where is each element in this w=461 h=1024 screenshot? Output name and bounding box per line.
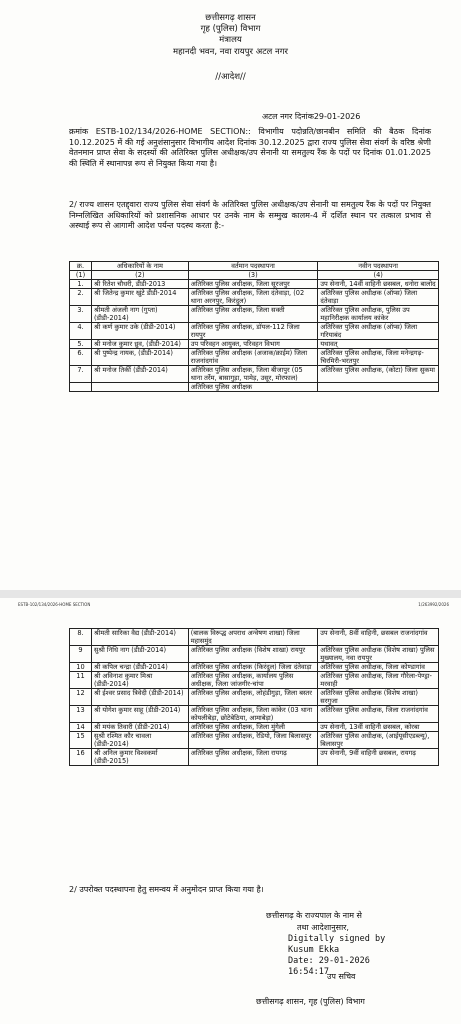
new-posting-cell: अतिरिक्त पुलिस अधीक्षक, जिला मनेन्द्रगढ़-चिरमिरी-भरतपुर — [318, 349, 439, 366]
officer-name-cell: श्री मनोज तिर्की (डीडी-2014) — [91, 366, 188, 383]
table-row — [70, 306, 439, 323]
serial-cell: 8. — [70, 629, 92, 646]
signature-line: Digitally signed by — [288, 934, 386, 944]
officer-name-cell: श्री मनोज कुमार ध्रुव, (डीडी-2014) — [91, 340, 188, 349]
officer-name-cell: सुश्री रश्मित कौर चावला (डीडी-2014) — [91, 732, 188, 749]
document-page-2 — [0, 598, 461, 1024]
new-posting-cell: उप सेनानी, 8वीं वाहिनी, छसबल राजनांदगांव — [318, 629, 439, 646]
current-posting-cell: अतिरिक्त पुलिस अधीक्षक — [188, 383, 318, 392]
header-serial: क्र. — [70, 262, 92, 271]
current-posting-cell: अतिरिक्त पुलिस अधीक्षक, जिला सक्ती — [188, 306, 318, 323]
officer-name-cell: श्री पुष्पेन्द्र नायक, (डीडी-2014) — [91, 349, 188, 366]
new-posting-cell: अतिरिक्त पुलिस अधीक्षक, जिला राजनांदगांव — [318, 706, 439, 723]
current-posting-cell: अतिरिक्त पुलिस अधीक्षक, जिला सूरजपुर — [188, 280, 318, 289]
table-row — [70, 646, 439, 663]
posting-table-page-1 — [69, 261, 439, 392]
new-posting-cell: अतिरिक्त पुलिस अधीक्षक, (आईयूसीएडब्ल्यू), बिलासपुर — [318, 732, 439, 749]
officer-name-cell: श्री ईश्वर प्रसाद त्रिवेदी (डीडी-2014) — [91, 689, 188, 706]
table-row — [70, 383, 439, 392]
table-row — [70, 706, 439, 723]
receipt-number: 1/263992/2026 — [418, 602, 449, 607]
new-posting-cell: अतिरिक्त पुलिस अधीक्षक (ऑप्स) जिला गरियाबंद — [318, 323, 439, 340]
officer-name-cell — [91, 383, 188, 392]
closing-line-2: तथा आदेशानुसार, — [297, 923, 349, 932]
officer-name-cell: श्री कपिल चन्द्रा (डीडी-2014) — [91, 663, 188, 672]
serial-cell: 2. — [70, 289, 92, 306]
officer-name-cell: श्रीमती सारिका वैद्य (डीडी-2014) — [91, 629, 188, 646]
current-posting-cell: (बालक विरूद्ध अपराध अन्वेषण शाखा) जिला महासमुंद — [188, 629, 318, 646]
serial-cell: 1. — [70, 280, 92, 289]
approval-paragraph: 2/ उपरोक्त पदस्थापना हेतु समन्वय में अनुमोदन प्राप्त किया गया है। — [69, 885, 264, 894]
order-title: //आदेश// — [215, 72, 246, 82]
serial-cell: 3. — [70, 306, 92, 323]
officer-name-cell: श्रीमती अंजली नाग (गुप्ता) (डीडी-2014) — [91, 306, 188, 323]
new-posting-cell: यथावत् — [318, 340, 439, 349]
table-row — [70, 289, 439, 306]
table-row — [70, 323, 439, 340]
officer-name-cell: श्री अविनाश कुमार मिश्रा (डीडी-2014) — [91, 672, 188, 689]
table-row — [70, 749, 439, 766]
govt-name: छत्तीसगढ़ शासन — [205, 13, 256, 23]
new-posting-cell: अतिरिक्त पुलिस अधीक्षक, (कोटा) जिला सुकमा — [318, 366, 439, 383]
table-row — [70, 732, 439, 749]
serial-cell: 4. — [70, 323, 92, 340]
table-row — [70, 340, 439, 349]
table-row — [70, 663, 439, 672]
current-posting-cell: अतिरिक्त पुलिस अधीक्षक, रेडियो, जिला बिलासपुर — [188, 732, 318, 749]
officer-name-cell: श्री अनिल कुमार विश्वकर्मा (डीडी-2015) — [91, 749, 188, 766]
ministry-label: मंत्रालय — [219, 35, 242, 45]
header-new-posting: नवीन पदस्थापना — [318, 262, 439, 271]
header-officer-name: अधिकारियों के नाम — [91, 262, 188, 271]
serial-cell: 7. — [70, 366, 92, 383]
current-posting-cell: अतिरिक्त पुलिस अधीक्षक, जिला कांकेर (03 थाना कोयलीबेड़ा, छोटेबेठिया, आमाबेड़ा) — [188, 706, 318, 723]
signature-date: Date: 29-01-2026 — [288, 956, 370, 966]
colnum-2: (2) — [91, 271, 188, 280]
intro-paragraph: क्रमांक ESTB-102/134/2026-HOME SECTION:: विभागीय पदोन्नति/छानबीन समिति की बैठक दिनांक 10.12.2025 में की गई अनुशंसानुसार विभागीय आदेश दिनांक 30.12.2025 द्वारा राज्य पुलिस सेवा संवर्ग के वरिष्ठ श्रेणी वेतनमान प्राप्त सेवा के सदस्यों की अतिरिक्त पुलिस अधीक्षक/उप सेनानी या समतुल्य रैंक के पदों पर दिनांक 01.01.2025 की स्थिति में स्थानापन्न रूप से नियुक्त किया गया है। — [69, 127, 431, 168]
table-row — [70, 629, 439, 646]
table-row — [70, 280, 439, 289]
serial-cell: 6. — [70, 349, 92, 366]
current-posting-cell: अतिरिक्त पुलिस अधीक्षक, जिला रायगढ़ — [188, 749, 318, 766]
officer-name-cell: श्री जितेन्द्र कुमार खुंटे डीडी-2014 — [91, 289, 188, 306]
table-row — [70, 349, 439, 366]
header-current-posting: वर्तमान पदस्थापना — [188, 262, 318, 271]
new-posting-cell — [318, 383, 439, 392]
serial-cell — [70, 383, 92, 392]
table-row — [70, 672, 439, 689]
serial-cell: 15 — [70, 732, 92, 749]
signer-name: Kusum Ekka — [288, 945, 340, 955]
officer-name-cell: श्री मयंक तिवारी (डीडी-2014) — [91, 723, 188, 732]
current-posting-cell: अतिरिक्त पुलिस अधीक्षक, डॉयल-112 जिला रायपुर — [188, 323, 318, 340]
order-date: अटल नगर दिनांक29-01-2026 — [262, 112, 361, 121]
new-posting-cell: अतिरिक्त पुलिस अधीक्षक (विशेष शाखा) सरगुजा — [318, 689, 439, 706]
current-posting-cell: अतिरिक्त पुलिस अधीक्षक, कार्यालय पुलिस अधीक्षक, जिला जांजगीर-चांपा — [188, 672, 318, 689]
department-footer: छत्तीसगढ़ शासन, गृह (पुलिस) विभाग — [256, 997, 365, 1006]
current-posting-cell: अतिरिक्त पुलिस अधीक्षक (अजाक/क्राईम) जिला राजनांदगांव — [188, 349, 318, 366]
table-row — [70, 366, 439, 383]
current-posting-cell: अतिरिक्त पुलिस अधीक्षक, लोहंडीगुड़ा, जिला बस्तर — [188, 689, 318, 706]
new-posting-cell: अतिरिक्त पुलिस अधीक्षक (विशेष शाखा) पुलिस मुख्यालय, नवा रायपुर — [318, 646, 439, 663]
page-footer-bar — [0, 598, 461, 608]
new-posting-cell: उप सेनानी, 14वीं वाहिनी छसबल, धनोरा बालोद — [318, 280, 439, 289]
colnum-3: (3) — [188, 271, 318, 280]
designation: उप सचिव — [327, 972, 356, 981]
current-posting-cell: अतिरिक्त पुलिस अधीक्षक (विशेष शाखा) रायपुर — [188, 646, 318, 663]
serial-cell: 16 — [70, 749, 92, 766]
new-posting-cell: अतिरिक्त पुलिस अधीक्षक (ऑप्स) जिला दंतेवाड़ा — [318, 289, 439, 306]
table-row — [70, 723, 439, 732]
colnum-4: (4) — [318, 271, 439, 280]
officer-name-cell: सुश्री निधि नाग (डीडी-2014) — [91, 646, 188, 663]
new-posting-cell: अतिरिक्त पुलिस अधीक्षक, जिला गौरेला-पेण्ड्रा-मरवाही — [318, 672, 439, 689]
serial-cell: 12 — [70, 689, 92, 706]
current-posting-cell: अतिरिक्त पुलिस अधीक्षक, जिला मुंगेली — [188, 723, 318, 732]
serial-cell: 14 — [70, 723, 92, 732]
serial-cell: 9 — [70, 646, 92, 663]
current-posting-cell: अतिरिक्त पुलिस अधीक्षक (किरंदुल) जिला दंतेवाड़ा — [188, 663, 318, 672]
order-paragraph: 2/ राज्य शासन एतद्द्वारा राज्य पुलिस सेवा संवर्ग के अतिरिक्त पुलिस अधीक्षक/उप सेनानी या समतुल्य रैंक के पदों पर नियुक्त निम्नलिखित अधिकारियों को प्रशासनिक आधार पर उनके नाम के सम्मुख कालम-4 में दर्शित स्थान पर तत्काल प्रभाव से अस्थाई रूप से आगामी आदेश पर्यन्त पदस्थ करता है:- — [69, 200, 431, 231]
current-posting-cell: अतिरिक्त पुलिस अधीक्षक, जिला दंतेवाड़ा, (02 थाना अरनपुर, किरंदुल) — [188, 289, 318, 306]
colnum-1: (1) — [70, 271, 92, 280]
table-colnum-row — [70, 271, 439, 280]
serial-cell: 5. — [70, 340, 92, 349]
signature-time: 16:54:17 — [288, 967, 329, 977]
serial-cell: 13 — [70, 706, 92, 723]
officer-name-cell: श्री योगेश कुमार साहू (डीडी-2014) — [91, 706, 188, 723]
current-posting-cell: उप परिवहन आयुक्त, परिवहन विभाग — [188, 340, 318, 349]
posting-table-page-2 — [69, 628, 439, 766]
officer-name-cell: श्री रितेश चौधरी, डीडी-2013 — [91, 280, 188, 289]
current-posting-cell: अतिरिक्त पुलिस अधीक्षक, जिला बीजापुर (05 थाना तर्रेम, बासागुड़ा, पामेड़, उसूर, मोरफाल) — [188, 366, 318, 383]
closing-line-1: छत्तीसगढ़ के राज्यपाल के नाम से — [266, 911, 362, 920]
officer-name-cell: श्री कर्ण कुमार उके (डीडी-2014) — [91, 323, 188, 340]
table-header-row — [70, 262, 439, 271]
new-posting-cell: अतिरिक्त पुलिस अधीक्षक, पुलिस उप महानिरीक्षक कार्यालय कांकेर — [318, 306, 439, 323]
serial-cell: 10 — [70, 663, 92, 672]
new-posting-cell: उप सेनानी, 9वीं वाहिनी छसबल, रायगढ़ — [318, 749, 439, 766]
serial-cell: 11 — [70, 672, 92, 689]
address-line: महानदी भवन, नवा रायपुर अटल नगर — [173, 47, 288, 57]
new-posting-cell: उप सेनानी, 13वीं वाहिनी छसबल, कोरबा — [318, 723, 439, 732]
table-row — [70, 689, 439, 706]
department-name: गृह (पुलिस) विभाग — [200, 24, 261, 34]
new-posting-cell: अतिरिक्त पुलिस अधीक्षक, जिला कोण्डागांव — [318, 663, 439, 672]
file-reference: ESTB-102/134/2026-HOME SECTION — [18, 602, 91, 607]
